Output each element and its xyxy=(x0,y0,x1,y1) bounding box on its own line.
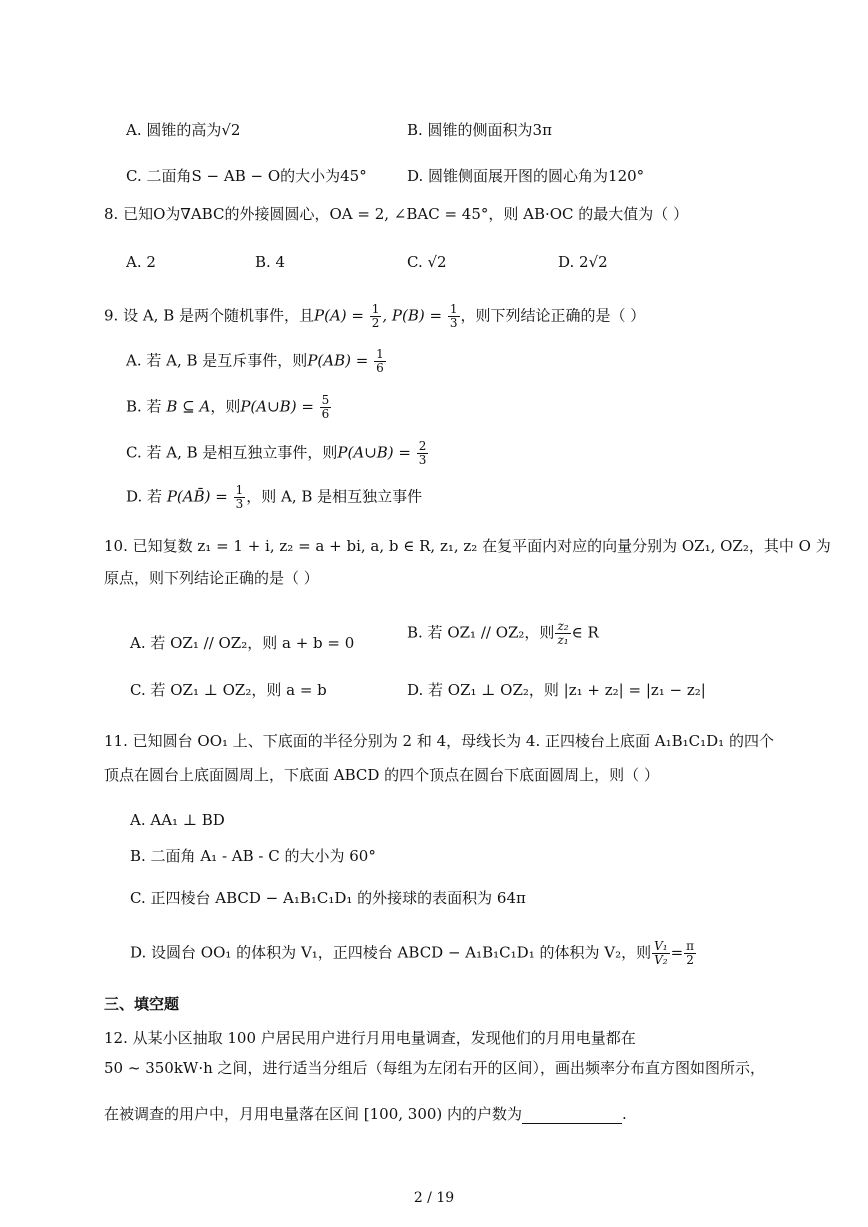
q12-line1: 12. 从某小区抽取 100 户居民用户进行月用电量调查，发现他们的月用电量都在 xyxy=(104,1029,636,1047)
frac-numerator: 1 xyxy=(376,347,384,361)
q9-frac-pa xyxy=(370,303,382,330)
frac-denominator: 6 xyxy=(376,361,384,375)
q10-option-b xyxy=(407,620,599,647)
q11-stem-line1: 11. 已知圆台 OO₁ 上、下底面的半径分别为 2 和 4，母线长为 4. 正四棱台上底面 A₁B₁C₁D₁ 的四个 xyxy=(104,732,774,750)
frac-denominator: 3 xyxy=(449,316,458,330)
page-number: 2 / 19 xyxy=(413,1190,455,1206)
q10-option-a: A. 若 OZ₁ // OZ₂，则 a + b = 0 xyxy=(130,634,355,652)
frac-denominator: 3 xyxy=(418,453,427,467)
q12-line2: 50 ~ 350kW·h 之间，进行适当分组后（每组为左闭右开的区间），画出频率分布直方图如图所示， xyxy=(104,1059,766,1077)
q11-stem-line2: 顶点在圆台上底面圆周上，下底面 ABCD 的四个顶点在圆台下底面圆周上，则（ ） xyxy=(104,766,659,784)
frac-denominator: V₂ xyxy=(654,953,668,967)
q11-option-b: B. 二面角 A₁ - AB - C 的大小为 60° xyxy=(130,847,376,865)
q9-stem-pre: 9. 设 A, B 是两个随机事件，且 xyxy=(104,306,315,325)
q9-frac-pb xyxy=(448,303,460,330)
q12-line3-text: 在被调查的用户中，月用电量落在区间 [100, 300) 内的户数为 xyxy=(104,1105,523,1123)
q12-line3 xyxy=(104,1104,627,1124)
frac-denominator: 3 xyxy=(235,497,244,511)
q9-d-post: ，则 A, B 是相互独立事件 xyxy=(246,487,423,506)
q11-d-result-frac xyxy=(684,940,696,967)
q9-c-text: C. 若 A, B 是相互独立事件，则 xyxy=(126,443,338,462)
q8-option-a: A. 2 xyxy=(126,253,156,271)
q9-c-frac xyxy=(417,440,429,467)
q9-option-d xyxy=(126,484,422,511)
frac-denominator: 2 xyxy=(686,953,694,967)
q10-option-d: D. 若 OZ₁ ⊥ OZ₂，则 |z₁ + z₂| = |z₁ − z₂| xyxy=(407,681,706,699)
q9-d-expr: P(AB̄) = xyxy=(166,487,233,506)
q10-option-c: C. 若 OZ₁ ⊥ OZ₂，则 a = b xyxy=(130,681,327,699)
q10-stem-line1: 10. 已知复数 z₁ = 1 + i, z₂ = a + bi, a, b ∈ R, z₁, z₂ 在复平面内对应的向量分别为 OZ₁, OZ₂，其中 O 为 xyxy=(104,537,831,555)
q11-d-text: D. 设圆台 OO₁ 的体积为 V₁，正四棱台 ABCD − A₁B₁C₁D₁ 的体积为 V₂，则 xyxy=(130,943,652,962)
frac-numerator: 1 xyxy=(449,302,458,316)
q7-option-b: B. 圆锥的侧面积为3π xyxy=(407,121,552,139)
q8-option-b: B. 4 xyxy=(255,253,286,271)
q9-stem-post: ，则下列结论正确的是（ ） xyxy=(460,306,646,325)
q11-option-d xyxy=(130,940,697,967)
q10-b-frac xyxy=(555,620,570,647)
q9-expr-a: P(A) = xyxy=(314,306,369,325)
q7-option-c: C. 二面角S − AB − O的大小为45° xyxy=(126,167,367,185)
frac-denominator: 6 xyxy=(321,407,330,421)
frac-numerator: 5 xyxy=(321,393,330,407)
q9-b-frac xyxy=(320,394,332,421)
q11-d-eq: = xyxy=(670,943,684,962)
q11-option-c: C. 正四棱台 ABCD − A₁B₁C₁D₁ 的外接球的表面积为 64π xyxy=(130,889,526,907)
q9-option-a xyxy=(126,348,387,375)
q9-option-b xyxy=(126,394,332,421)
q10-stem-line2: 原点，则下列结论正确的是（ ） xyxy=(104,569,319,587)
q7-option-a: A. 圆锥的高为√2 xyxy=(126,121,241,139)
q9-c-expr: P(A∪B) = xyxy=(337,443,416,462)
q7-option-d: D. 圆锥侧面展开图的圆心角为120° xyxy=(407,167,645,185)
frac-numerator: z₂ xyxy=(557,619,569,633)
frac-numerator: 1 xyxy=(371,302,380,316)
q9-b-expr: P(A∪B) = xyxy=(240,397,319,416)
answer-blank[interactable] xyxy=(522,1107,622,1124)
q9-d-frac xyxy=(234,484,246,511)
section-title: 三、填空题 xyxy=(104,995,180,1013)
q12-line3-end: . xyxy=(622,1105,627,1123)
frac-denominator: z₁ xyxy=(557,633,569,647)
q11-d-frac xyxy=(652,940,669,967)
q9-a-text: A. 若 A, B 是互斥事件，则 xyxy=(126,351,308,370)
q9-stem xyxy=(104,303,645,330)
frac-numerator: π xyxy=(686,939,695,953)
q11-option-a: A. AA₁ ⊥ BD xyxy=(130,811,225,829)
frac-numerator: 1 xyxy=(235,483,244,497)
q9-b-cond: B ⊆ A xyxy=(166,397,211,416)
q8-option-c: C. √2 xyxy=(407,253,447,271)
q8-stem: 8. 已知O为∇ABC的外接圆圆心，OA = 2, ∠BAC = 45°，则 AB·OC 的最大值为（ ） xyxy=(104,205,689,223)
q9-expr-b: , P(B) = xyxy=(382,306,447,325)
q9-b-text: B. 若 xyxy=(126,397,162,416)
q9-d-text: D. 若 xyxy=(126,487,163,506)
q10-b-post: ∈ R xyxy=(571,623,599,642)
frac-numerator: V₁ xyxy=(654,939,668,953)
q10-b-text: B. 若 OZ₁ // OZ₂，则 xyxy=(407,623,555,642)
q9-b-then: ，则 xyxy=(210,397,241,416)
q9-a-frac xyxy=(374,348,386,375)
q9-option-c xyxy=(126,440,429,467)
frac-denominator: 2 xyxy=(371,316,380,330)
frac-numerator: 2 xyxy=(418,439,427,453)
q9-a-expr: P(AB) = xyxy=(307,351,374,370)
q8-option-d: D. 2√2 xyxy=(558,253,608,271)
